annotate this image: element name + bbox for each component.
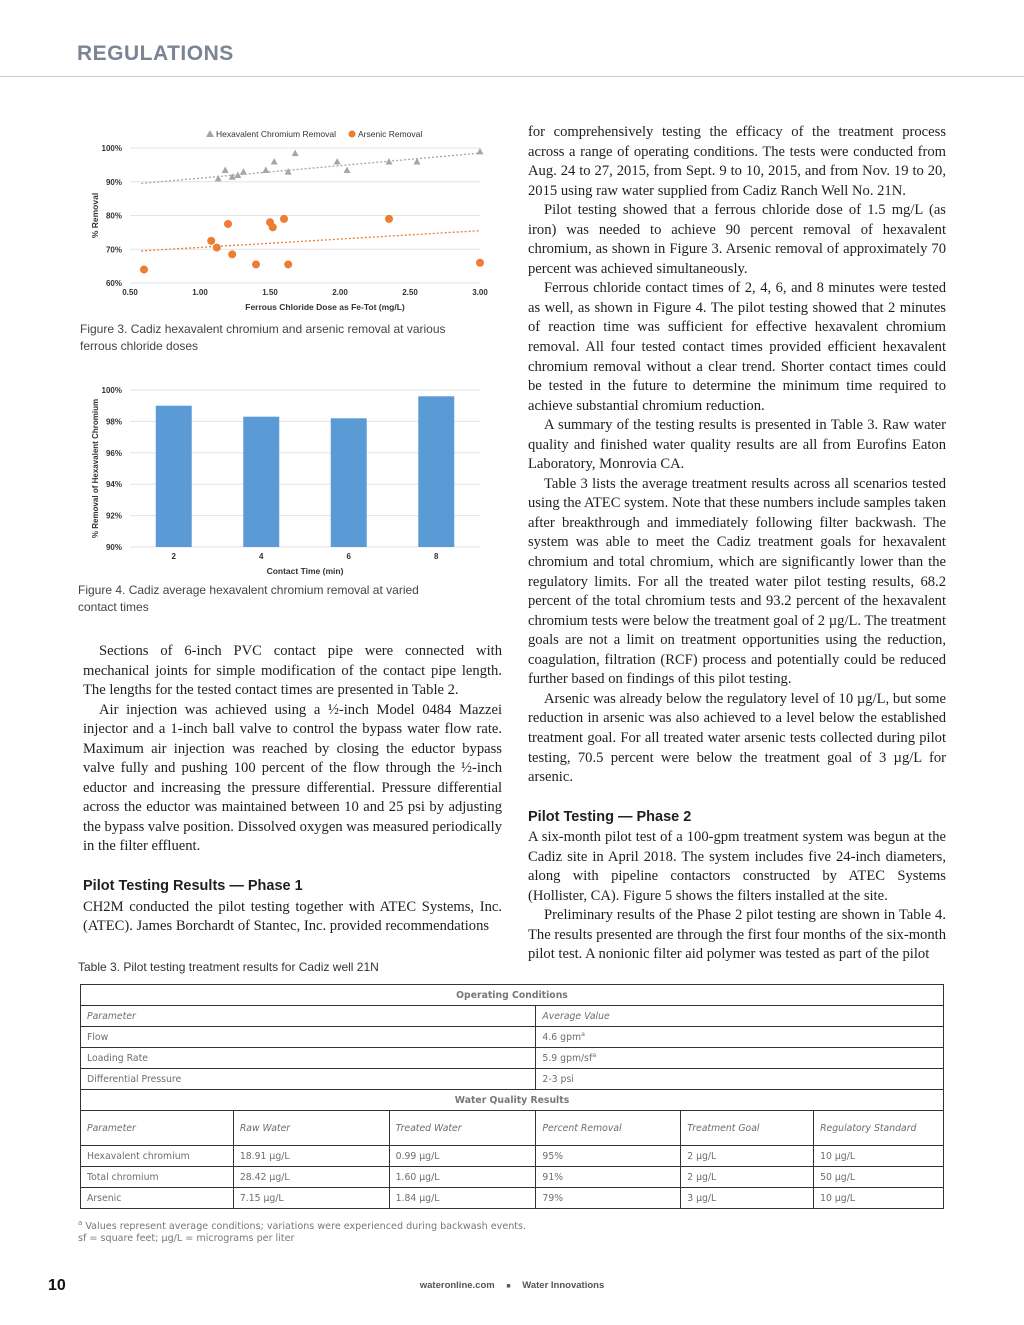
y-axis-label: % Removal of Hexavalent Chromium (91, 398, 100, 539)
table-cell: 10 µg/L (814, 1188, 944, 1209)
table-cell: 28.42 µg/L (233, 1167, 389, 1188)
x-tick-label: 3.00 (472, 288, 488, 297)
bar (331, 418, 367, 547)
table-row (81, 1188, 944, 1209)
table-row (81, 1048, 944, 1069)
phase-1-heading: Pilot Testing Results — Phase 1 (83, 878, 303, 895)
x-axis-label: Contact Time (min) (266, 566, 344, 576)
bar (418, 396, 454, 547)
table-header-cell: Treatment Goal (681, 1111, 814, 1146)
header-rule (0, 76, 1024, 77)
table-3-caption: Table 3. Pilot testing treatment results for Cadiz well 21N (78, 960, 379, 974)
trend-line (141, 153, 480, 183)
footer-site: wateronline.com (419, 1280, 495, 1291)
x-tick-label: 6 (346, 552, 351, 561)
y-tick-label: 90% (105, 543, 122, 552)
table-cell: Total chromium (81, 1167, 234, 1188)
arsenic-point (476, 259, 484, 267)
left-paragraph: Sections of 6-inch PVC contact pipe were connected with mechanical joints for simple modification of the contact pipe length. The lengths for the tested contact times are presented in Table 2. (83, 643, 502, 699)
footnote-marker: a (78, 1219, 83, 1227)
water-quality-title: Water Quality Results (81, 1090, 944, 1111)
figure-4 (78, 378, 498, 578)
figure-3-caption: Figure 3. Cadiz hexavalent chromium and arsenic removal at various ferrous chloride doses (80, 322, 446, 353)
table-header-cell: Percent Removal (536, 1111, 681, 1146)
footnote-marker: a (592, 1051, 597, 1060)
cell-value: 4.6 gpm (542, 1032, 582, 1044)
x-tick-label: 2.00 (332, 288, 348, 297)
bar (243, 417, 279, 547)
hexavalent-point (414, 158, 421, 165)
figure-4-caption: Figure 4. Cadiz average hexavalent chromium removal at varied contact times (78, 583, 419, 614)
left-paragraph: Air injection was achieved using a ½-inch Model 0484 Mazzei injector and a 1-inch ball valve to control the bypass water flow rate. Maximum air injection was reached by closing the eductor bypass valve fully and pushing 100 percent of the flow through the ½-inch eductor and increasing the pressure differential. Pressure differential across the eductor was maintained between 10 and 25 psi by adjusting the bypass valve position. Dissolved oxygen was measured periodically in the filter effluent. (83, 701, 502, 855)
table-header-cell: Parameter (81, 1111, 234, 1146)
table-cell: 2 µg/L (681, 1146, 814, 1167)
figure-3-chart (78, 120, 498, 320)
table-row (81, 1027, 944, 1048)
y-tick-label: 98% (105, 417, 122, 427)
table-cell: Arsenic (81, 1188, 234, 1209)
table-cell: 18.91 µg/L (233, 1146, 389, 1167)
table-cell: 95% (536, 1146, 681, 1167)
y-tick-label: 94% (105, 480, 122, 490)
table-cell (536, 1027, 944, 1048)
figure-3 (78, 120, 498, 320)
left-column (83, 642, 502, 937)
hexavalent-point (344, 166, 351, 173)
right-paragraph: Pilot testing showed that a ferrous chloride dose of 1.5 mg/L (as iron) was needed to achieve 90 percent removal of hexavalent chromium, as shown in Figure 3. Arsenic removal of approximately 70 percent was achieved simultaneously. (528, 202, 946, 277)
table-row (81, 1167, 944, 1188)
table-header-row (81, 1111, 944, 1146)
footnote-marker: a (581, 1030, 586, 1039)
table-row (81, 1069, 944, 1090)
table-header-row (81, 1006, 944, 1027)
footer-line (0, 1280, 1024, 1291)
y-tick-label: 70% (105, 245, 122, 255)
y-tick-label: 96% (105, 448, 122, 458)
arsenic-point (269, 223, 277, 231)
hexavalent-point (222, 166, 229, 173)
cell-value: 2-3 psi (542, 1074, 574, 1086)
table-cell: 0.99 µg/L (389, 1146, 536, 1167)
hexavalent-point (285, 168, 292, 175)
table-cell: 50 µg/L (814, 1167, 944, 1188)
hexavalent-point (271, 158, 278, 165)
y-tick-label: 90% (105, 177, 122, 187)
cell-value: 5.9 gpm/sf (542, 1053, 593, 1065)
x-tick-label: 4 (259, 552, 264, 561)
phase-2-heading: Pilot Testing — Phase 2 (528, 808, 692, 825)
footer-separator: ■ (506, 1283, 511, 1290)
x-tick-label: 1.00 (192, 288, 208, 297)
hexavalent-point (334, 158, 341, 165)
right-paragraph: Ferrous chloride contact times of 2, 4, 6, and 8 minutes were tested as well, as shown in Figure 4. The pilot testing showed that 2 minutes of reaction time was sufficient for effective hexavalent chromium removal. All four tested contact times provided efficient hexavalent chromium removal without a clear trend. Shorter contact times could be tested in the future to determine the minimum time required to achieve substantial chromium reduction. (528, 280, 946, 414)
table-cell: 3 µg/L (681, 1188, 814, 1209)
table-row (81, 1146, 944, 1167)
hexavalent-point (215, 175, 222, 182)
arsenic-point (280, 215, 288, 223)
table-footnote-a (78, 1219, 526, 1232)
arsenic-point (213, 244, 221, 252)
trend-line (141, 231, 480, 251)
y-tick-label: 80% (105, 211, 122, 221)
arsenic-point (207, 237, 215, 245)
right-column (528, 123, 946, 965)
table-cell: 2 µg/L (681, 1167, 814, 1188)
table-cell: Flow (81, 1027, 536, 1048)
legend-circle-marker (349, 131, 356, 138)
table-cell: 1.60 µg/L (389, 1167, 536, 1188)
y-tick-label: 60% (105, 279, 122, 288)
arsenic-point (284, 260, 292, 268)
x-tick-label: 8 (434, 552, 439, 561)
y-tick-label: 92% (105, 511, 122, 521)
x-tick-label: 1.50 (262, 288, 278, 297)
table-cell: Hexavalent chromium (81, 1146, 234, 1167)
table-cell: 7.15 µg/L (233, 1188, 389, 1209)
table-cell (536, 1048, 944, 1069)
arsenic-point (224, 220, 232, 228)
hexavalent-point (292, 150, 299, 157)
table-cell: 1.84 µg/L (389, 1188, 536, 1209)
y-axis-label: % Removal (90, 192, 100, 239)
footnote-text: Values represent average conditions; variations were experienced during backwash events. (85, 1221, 527, 1233)
figure-4-chart (78, 378, 498, 578)
hexavalent-point (386, 158, 393, 165)
arsenic-point (385, 215, 393, 223)
table-header-cell: Average Value (536, 1006, 944, 1027)
hexavalent-point (240, 168, 247, 175)
legend-entry (349, 129, 423, 139)
page-number: 10 (48, 1277, 66, 1294)
x-tick-label: 2.50 (402, 288, 418, 297)
table-header-cell: Parameter (81, 1006, 536, 1027)
left-paragraph: CH2M conducted the pilot testing together with ATEC Systems, Inc. (ATEC). James Borchardt of Stantec, Inc. provided recommendations (83, 898, 502, 935)
right-paragraph: Arsenic was already below the regulatory level of 10 µg/L, but some reduction in arsenic was also achieved to a level below the established treatment goal. For all treated water arsenic tests collected during pilot testing, 70.5 percent were below the treatment goal of 3 µg/L for arsenic. (528, 690, 946, 786)
table-cell (536, 1069, 944, 1090)
legend-triangle-marker (206, 130, 214, 137)
arsenic-point (252, 260, 260, 268)
table-header-cell: Regulatory Standard (814, 1111, 944, 1146)
x-axis-label: Ferrous Chloride Dose as Fe-Tot (mg/L) (245, 302, 405, 312)
right-paragraph: Preliminary results of the Phase 2 pilot testing are shown in Table 4. The results presented are through the first four months of the six-month pilot test. A nonionic filter aid polymer was tested as part of the pilot (528, 907, 946, 963)
table-footnote-units: sf = square feet; µg/L = micrograms per liter (78, 1233, 295, 1244)
arsenic-point (228, 250, 236, 258)
y-tick-label: 100% (101, 144, 122, 153)
right-paragraph: Table 3 lists the average treatment results across all scenarios tested using the ATEC system. Note that these numbers include samples taken after breakthrough and immediately following filter backwash. The system was able to meet the Cadiz treatment goals for hexavalent chromium and total chromium, which are significantly lower than the regulatory limits. For all the treated water pilot testing results, 68.2 percent of the total chromium tests and 93.2 percent of the hexavalent chromium tests were below the treatment goal of 2 µg/L. The treatment goals are not a limit on treatment opportunities using the reduction, coagulation, filtration (RCF) process and potentially could be reduced further based on findings of this pilot testing. (528, 475, 946, 688)
operating-conditions-title: Operating Conditions (81, 985, 944, 1006)
legend-label: Hexavalent Chromium Removal (216, 129, 336, 139)
hexavalent-point (229, 173, 236, 180)
x-tick-label: 0.50 (122, 288, 138, 297)
hexavalent-point (477, 148, 484, 155)
table-header-cell: Raw Water (233, 1111, 389, 1146)
arsenic-point (140, 266, 148, 274)
right-paragraph: A summary of the testing results is presented in Table 3. Raw water quality and finished water quality results are all from Eurofins Eaton Laboratory, Monrovia CA. (528, 417, 946, 473)
table-cell: 91% (536, 1167, 681, 1188)
right-paragraph: for comprehensively testing the efficacy of the treatment process across a range of operating conditions. The tests were conducted from Aug. 24 to 27, 2015, from Sept. 9 to 10, 2015, and from Nov. 19 to 20, 2015 using raw water supplied from Cadiz Ranch Well No. 21N. (528, 124, 946, 199)
legend-entry (206, 129, 336, 139)
x-tick-label: 2 (171, 552, 176, 561)
table-cell: 10 µg/L (814, 1146, 944, 1167)
table-cell: 79% (536, 1188, 681, 1209)
section-title: REGULATIONS (77, 42, 234, 65)
table-cell: Loading Rate (81, 1048, 536, 1069)
table-cell: Differential Pressure (81, 1069, 536, 1090)
table-header-cell: Treated Water (389, 1111, 536, 1146)
footer-publication: Water Innovations (522, 1280, 605, 1291)
bar (156, 406, 192, 547)
table-3 (80, 984, 944, 1209)
y-tick-label: 100% (101, 386, 122, 395)
legend-label: Arsenic Removal (358, 129, 423, 139)
right-paragraph: A six-month pilot test of a 100-gpm treatment system was begun at the Cadiz site in April 2018. The system includes five 24-inch diameters, along with pipeline contactors constructed by ATEC Systems (Hollister, CA). Figure 5 shows the filters installed at the site. (528, 829, 946, 904)
hexavalent-point (234, 172, 241, 179)
hexavalent-point (262, 166, 269, 173)
